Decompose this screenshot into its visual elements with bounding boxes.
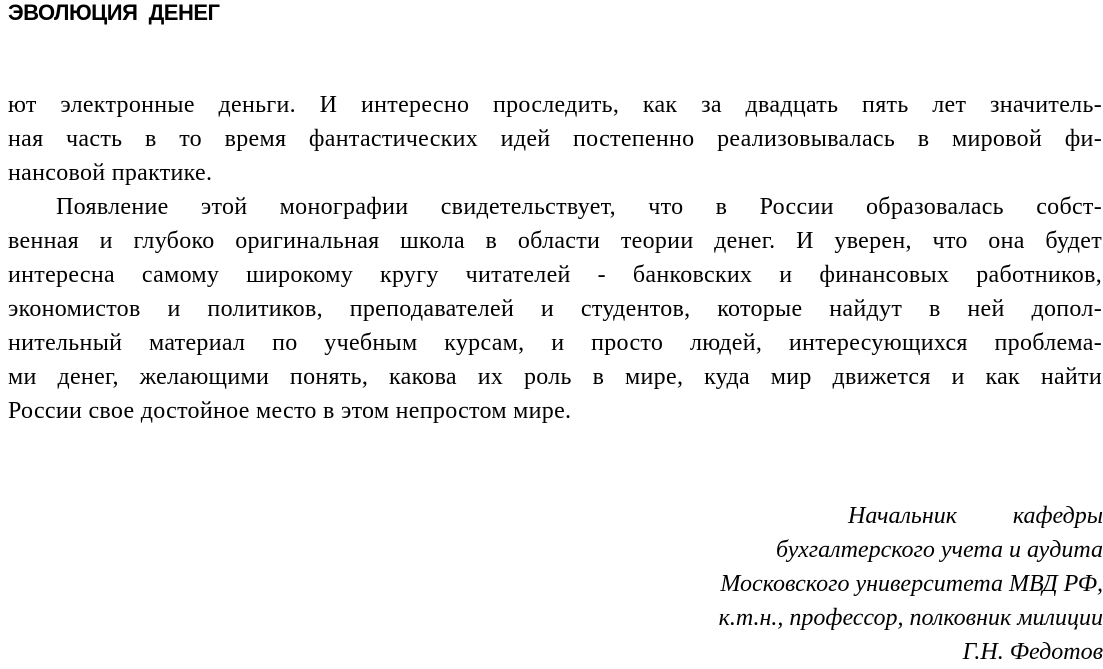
text-line: нительный материал по учебным курсам, и просто людей, интересующихся проблема- (8, 330, 1102, 356)
signature-degree-rank: к.т.н., профессор, полковник милиции (718, 605, 1103, 631)
text-line: венная и глубоко оригинальная школа в области теории денег. И уверен, что она будет (8, 228, 1102, 254)
signature-name: Г.Н. Федотов (962, 639, 1103, 665)
text-line: ми денег, желающими понять, какова их роль в мире, куда мир движется и как найти (8, 364, 1102, 390)
signature-department: бухгалтерского учета и аудита (776, 537, 1103, 563)
signature-block (503, 499, 1103, 669)
body-text (8, 88, 1102, 428)
text-line: экономистов и политиков, преподавателей и студентов, которые найдут в ней допол- (8, 296, 1102, 322)
page-header-title: ЭВОЛЮЦИЯ ДЕНЕГ (8, 0, 220, 25)
text-line: ная часть в то время фантастических идей постепенно реализовывалась в мировой фи- (8, 126, 1102, 152)
text-line: интересна самому широкому кругу читателей - банковских и финансовых работников, (8, 262, 1102, 288)
text-line: нансовой практике. (8, 160, 213, 186)
paragraph-first-line: Появление этой монографии свидетельствует, что в России образовалась собст- (56, 194, 1102, 220)
text-line: ют электронные деньги. И интересно проследить, как за двадцать пять лет значитель- (8, 92, 1102, 118)
signature-university: Московского университета МВД РФ, (720, 571, 1103, 597)
signature-position: Начальник кафедры (848, 503, 1103, 529)
text-line: России свое достойное место в этом непростом мире. (8, 398, 572, 424)
